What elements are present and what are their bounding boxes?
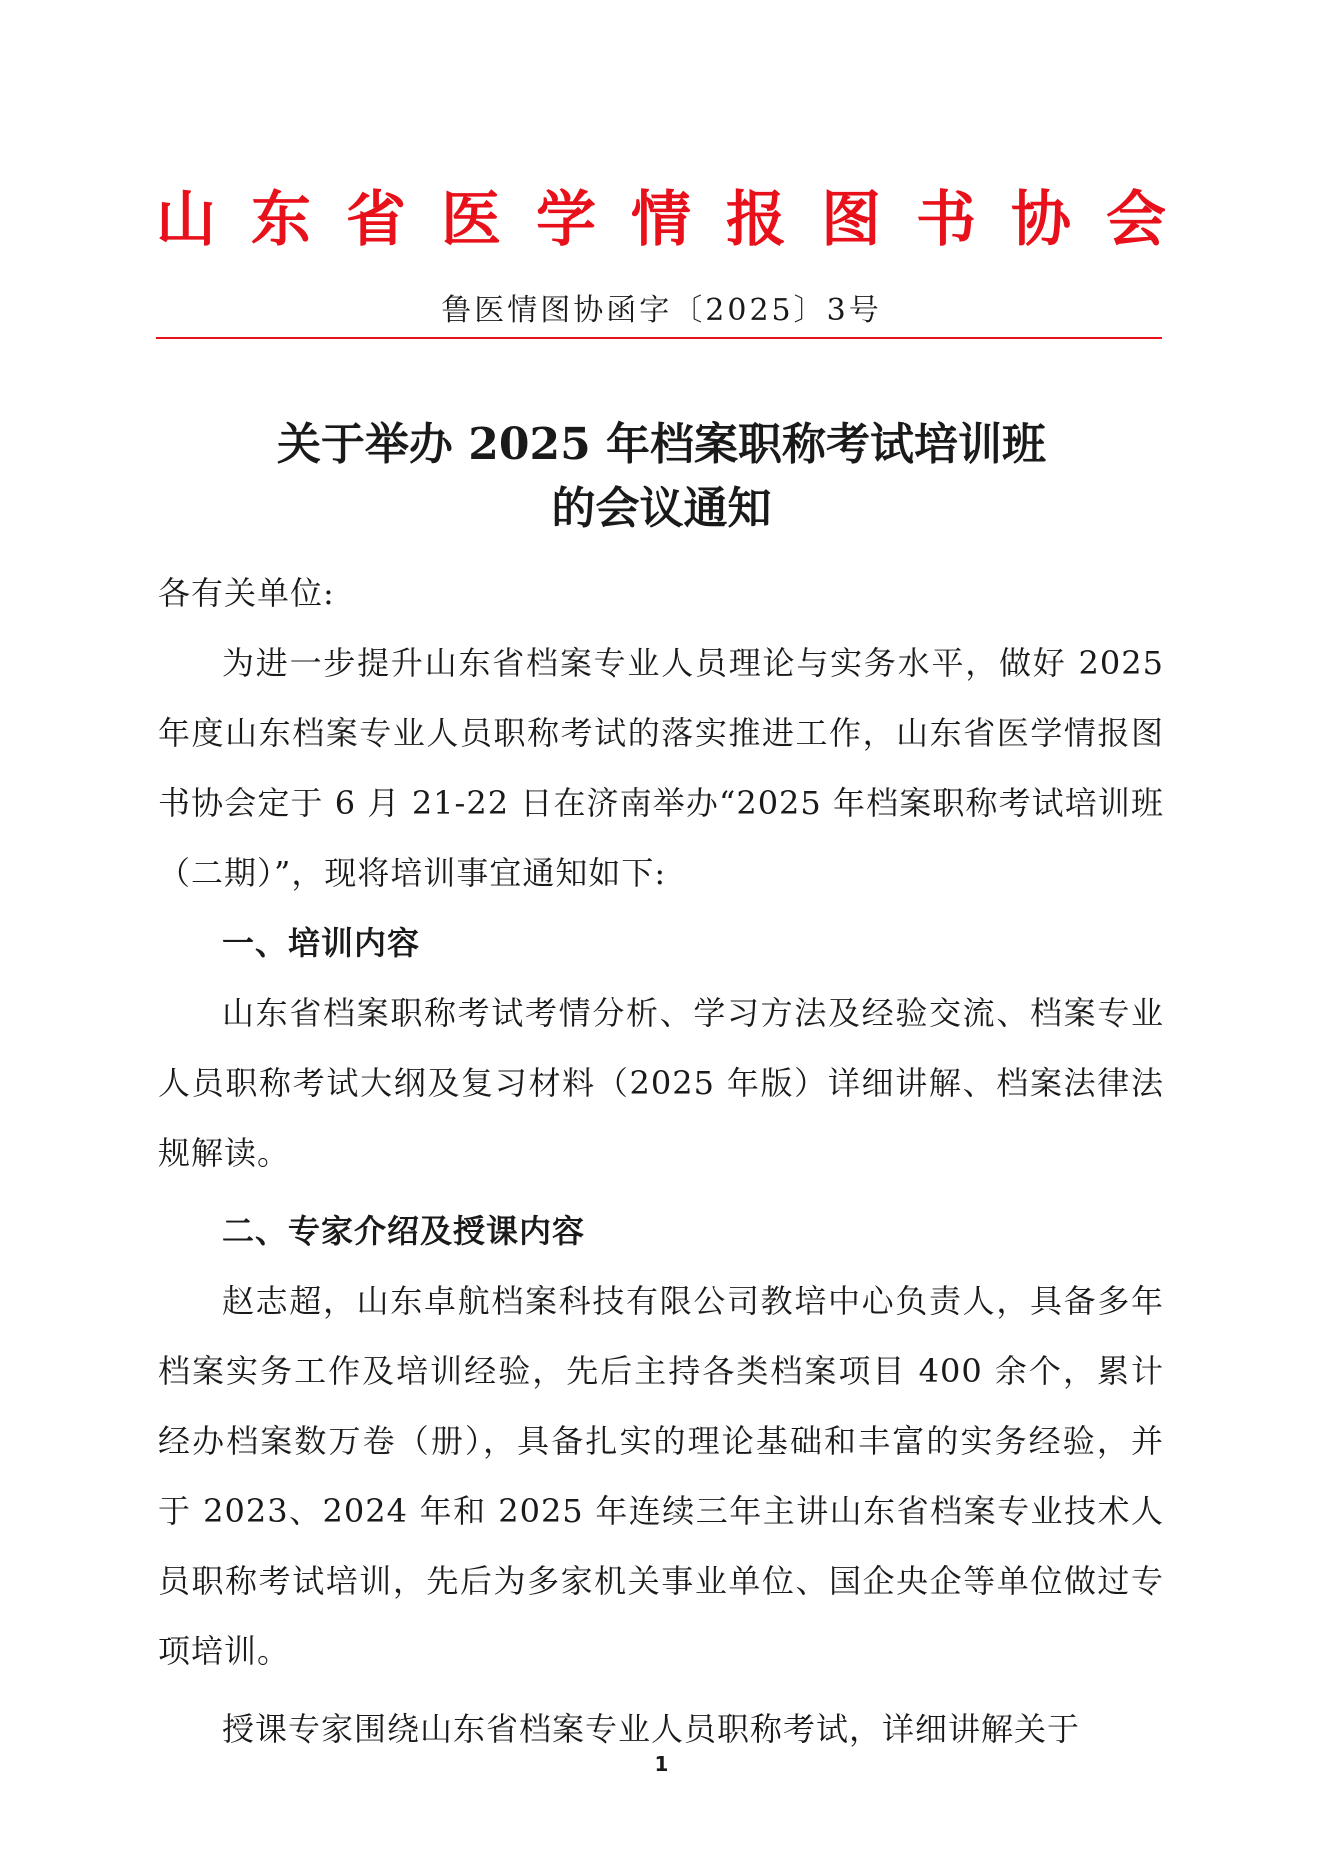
training-content-paragraph: 山东省档案职称考试考情分析、学习方法及经验交流、档案专业人员职称考试大纲及复习材料（2025 年版）详细讲解、档案法律法规解读。 [158,994,1164,1172]
intro-paragraph: 为进一步提升山东省档案专业人员理论与实务水平，做好 2025 年度山东档案专业人员职称考试的落实推进工作，山东省医学情报图书协会定于 6 月 21-22 日在济南举办“2025 年档案职称考试培训班（二期）”，现将培训事宜通知如下: [158,644,1164,892]
notice-title-line2: 的会议通知 [551,483,772,534]
header-divider [156,337,1162,339]
lecture-content-paragraph: 授课专家围绕山东省档案专业人员职称考试，详细讲解关于 [222,1710,1081,1748]
org-title-char: 情 [631,185,691,255]
paragraph-gap [158,1686,1164,1694]
org-title-char: 山 [156,185,216,255]
org-title-char: 医 [441,185,501,255]
org-title-char: 书 [916,185,976,255]
section-heading-training-content: 一、培训内容 [222,924,421,962]
notice-title-line1: 关于举办 2025 年档案职称考试培训班 [276,419,1047,470]
org-title-char: 省 [346,185,406,255]
org-title-char: 图 [821,185,881,255]
document-number: 鲁医情图协函字〔2025〕3号 [441,293,882,328]
expert-intro-paragraph: 赵志超，山东卓航档案科技有限公司教培中心负责人，具备多年档案实务工作及培训经验，先后主持各类档案项目 400 余个，累计经办档案数万卷（册），具备扎实的理论基础和丰富的实务经验，并于 2023、2024 年和 2025 年连续三年主讲山东省档案专业技术人员职称考试培训，先后为多家机关事业单位、国企央企等单位做过专项培训。 [158,1282,1164,1670]
org-title-char: 会 [1106,185,1166,255]
org-title-char: 报 [726,185,786,255]
notice-body [158,558,1164,1764]
paragraph-gap [158,1188,1164,1196]
salutation: 各有关单位: [158,574,335,612]
org-title-char: 东 [251,185,311,255]
org-title [156,180,1166,260]
section-heading-expert-intro: 二、专家介绍及授课内容 [222,1212,586,1250]
org-title-char: 学 [536,185,596,255]
page-number: 1 [654,1752,669,1776]
org-title-char: 协 [1011,185,1071,255]
